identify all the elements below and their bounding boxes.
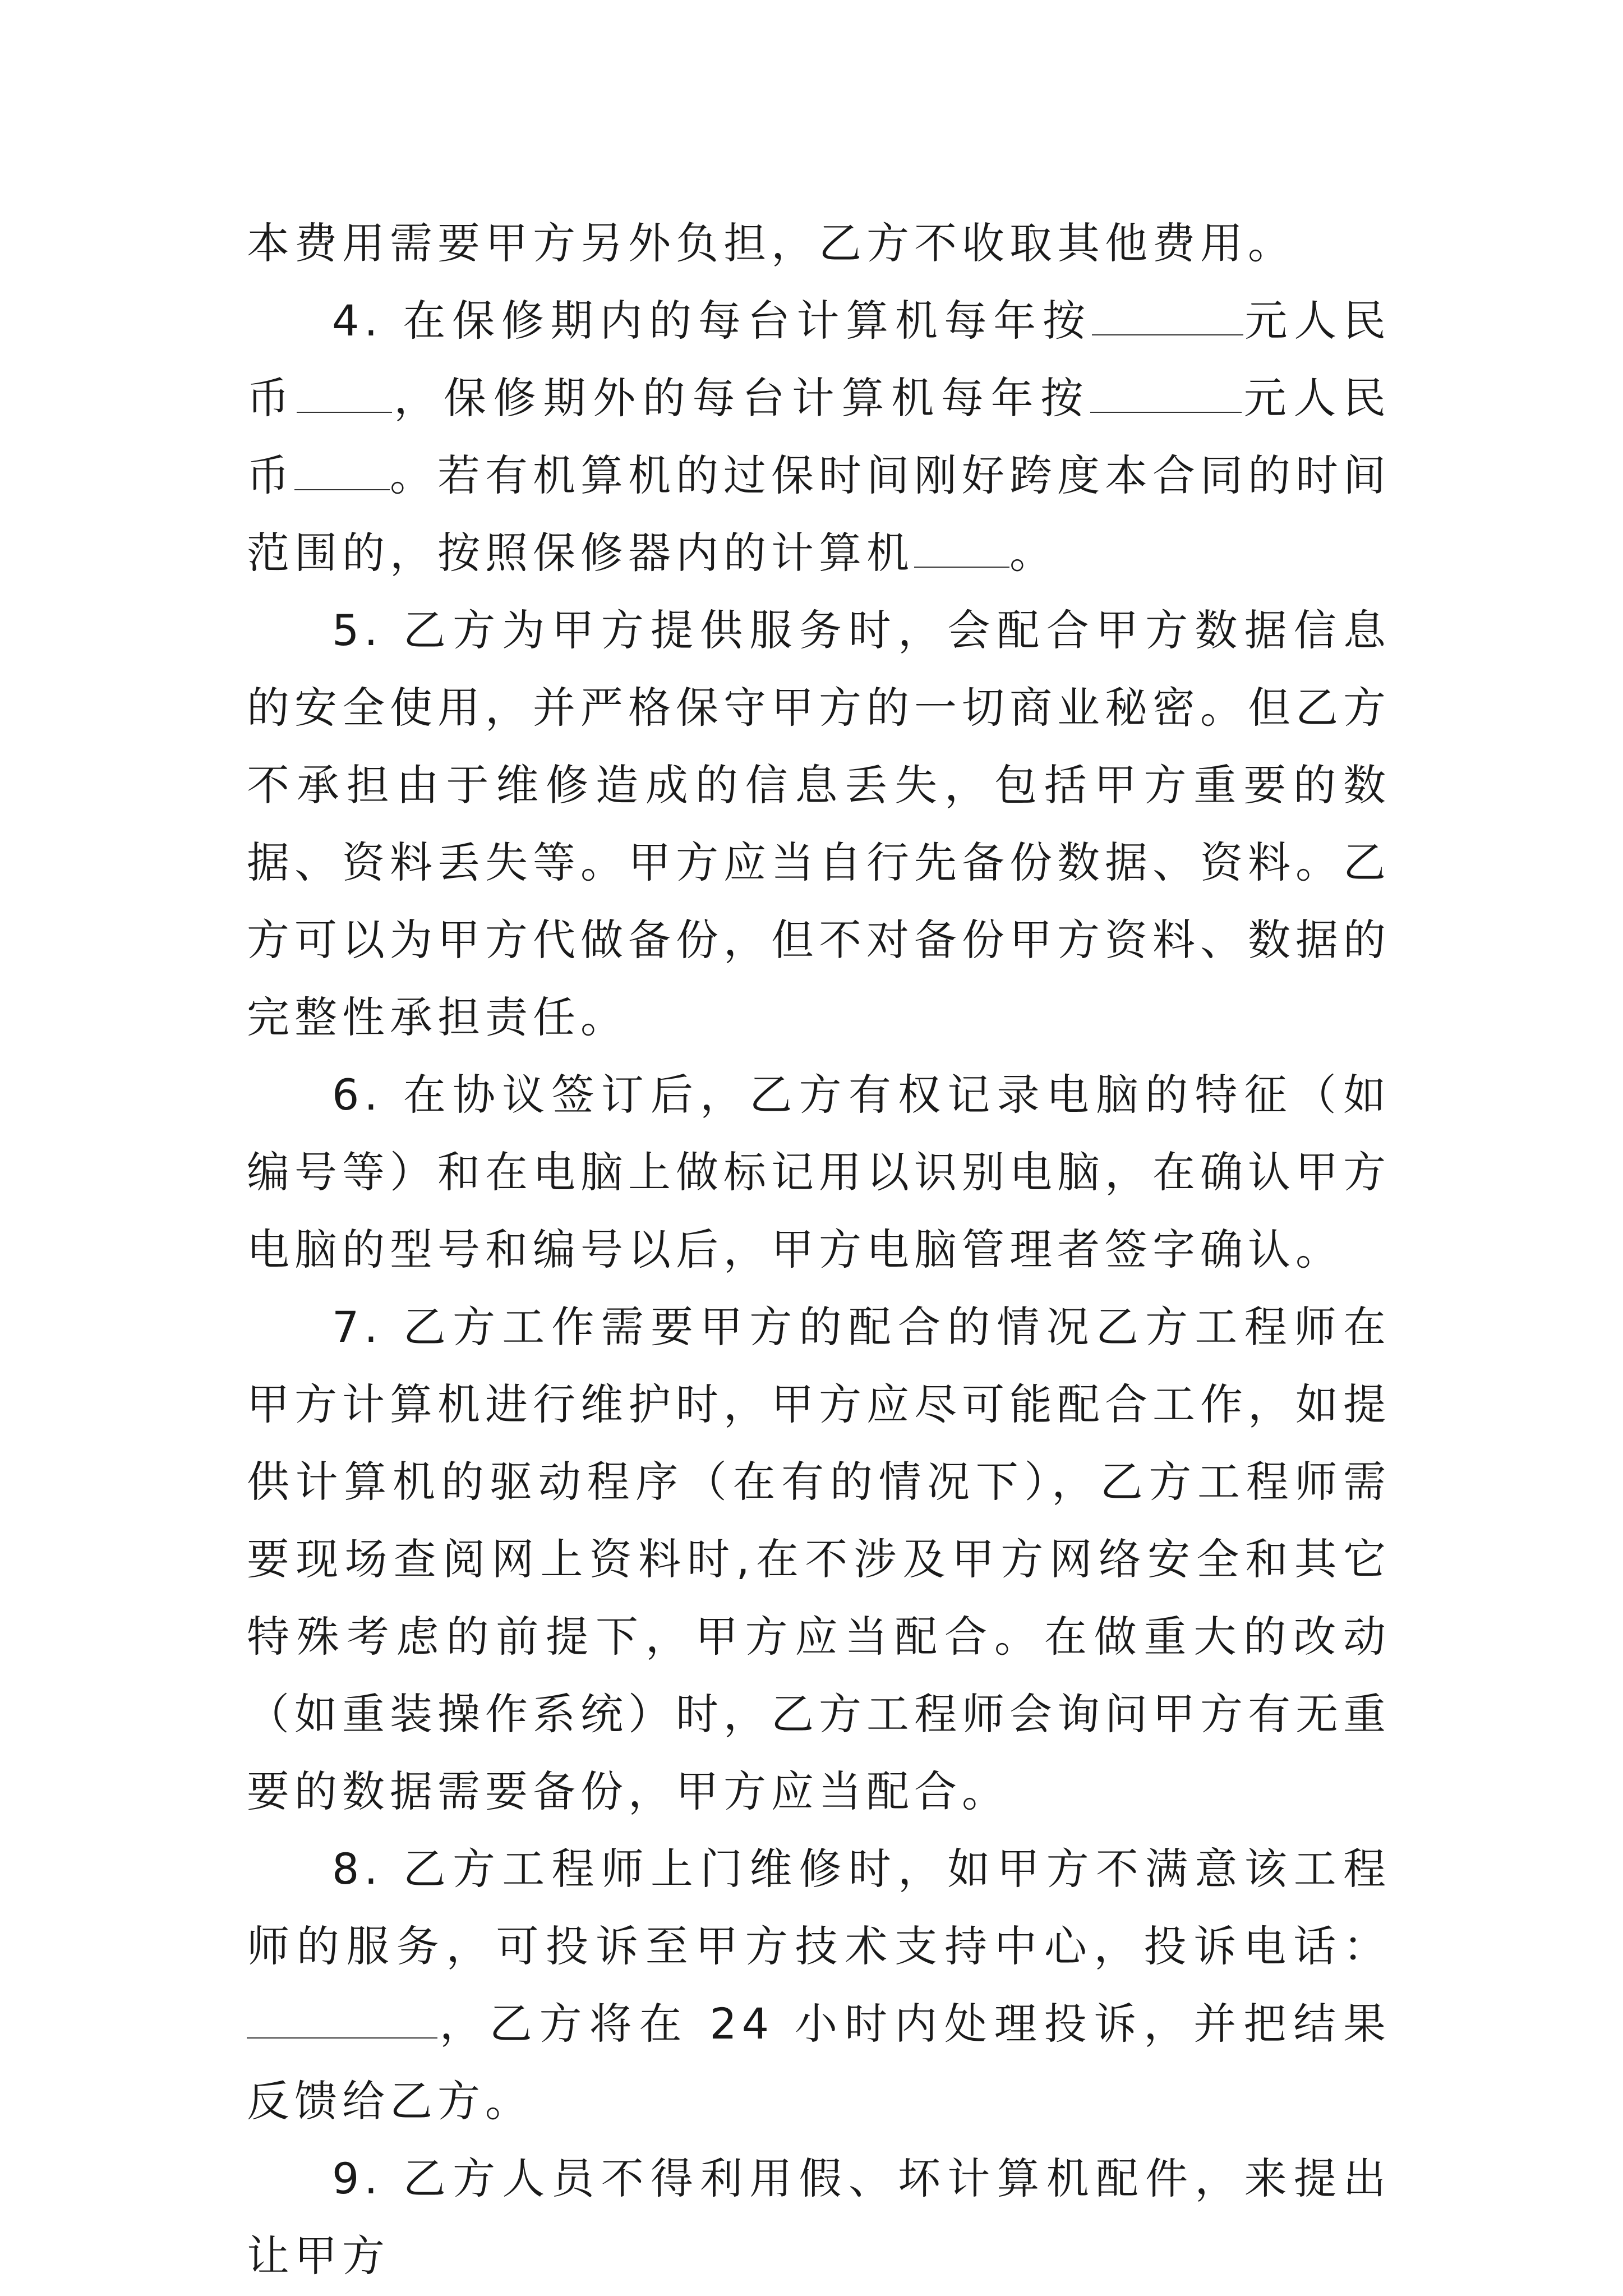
paragraph-4-text-f: 。 [1009, 528, 1057, 578]
paragraph-4-text-a: 4. 在保修期内的每台计算机每年按 [332, 296, 1092, 346]
paragraph-4-text-c: ，保修期外的每台计算机每年按 [391, 373, 1090, 423]
paragraph-8-text-a: 8. 乙方工程师上门维修时，如甲方不满意该工程师的服务，可投诉至甲方技术支持中心，投诉电话： [247, 1844, 1391, 1971]
paragraph-3-continued: 本费用需要甲方另外负担，乙方不收取其他费用。 [247, 218, 1295, 268]
paragraph-4 [247, 282, 1391, 592]
paragraph-4-text-e: 。若有机算机的过保时间刚好跨度本合同的时间范围的，按照保修器内的计算机 [247, 450, 1391, 578]
paragraph-8 [247, 1830, 1391, 2140]
paragraph-5: 5. 乙方为甲方提供服务时，会配合甲方数据信息的安全使用，并严格保守甲方的一切商业秘密。但乙方不承担由于维修造成的信息丢失，包括甲方重要的数据、资料丢失等。甲方应当自行先备份数据、资料。乙方可以为甲方代做备份，但不对备份甲方资料、数据的完整性承担责任。 [247, 605, 1391, 1042]
fill-blank-overlap-rule[interactable] [914, 522, 1009, 568]
paragraph-4-text-d: 元人民币 [247, 373, 1391, 500]
fill-blank-out-warranty-price[interactable] [1090, 367, 1242, 413]
fill-blank-in-warranty-currency[interactable] [297, 367, 392, 413]
paragraph-6: 6. 在协议签订后，乙方有权记录电脑的特征（如编号等）和在电脑上做标记用以识别电脑，在确认甲方电脑的型号和编号以后，甲方电脑管理者签字确认。 [247, 1070, 1391, 1274]
fill-blank-in-warranty-price[interactable] [1092, 289, 1243, 335]
fill-blank-complaint-phone[interactable] [247, 1993, 437, 2039]
paragraph-7: 7. 乙方工作需要甲方的配合的情况乙方工程师在甲方计算机进行维护时，甲方应尽可能配合工作，如提供计算机的驱动程序（在有的情况下），乙方工程师需要现场查阅网上资料时,在不涉及甲方网络安全和其它特殊考虑的前提下，甲方应当配合。在做重大的改动（如重装操作系统）时，乙方工程师会询问甲方有无重要的数据需要备份，甲方应当配合。 [247, 1302, 1391, 1816]
paragraph-9: 9. 乙方人员不得利用假、坏计算机配件，来提出让甲方 [247, 2154, 1391, 2281]
paragraph-4-text-b: 元人民币 [247, 296, 1391, 423]
fill-blank-out-warranty-currency[interactable] [294, 444, 390, 490]
paragraph-8-text-b: ，乙方将在 24 小时内处理投诉，并把结果反馈给乙方。 [247, 1999, 1391, 2126]
document-page [247, 205, 1391, 2295]
